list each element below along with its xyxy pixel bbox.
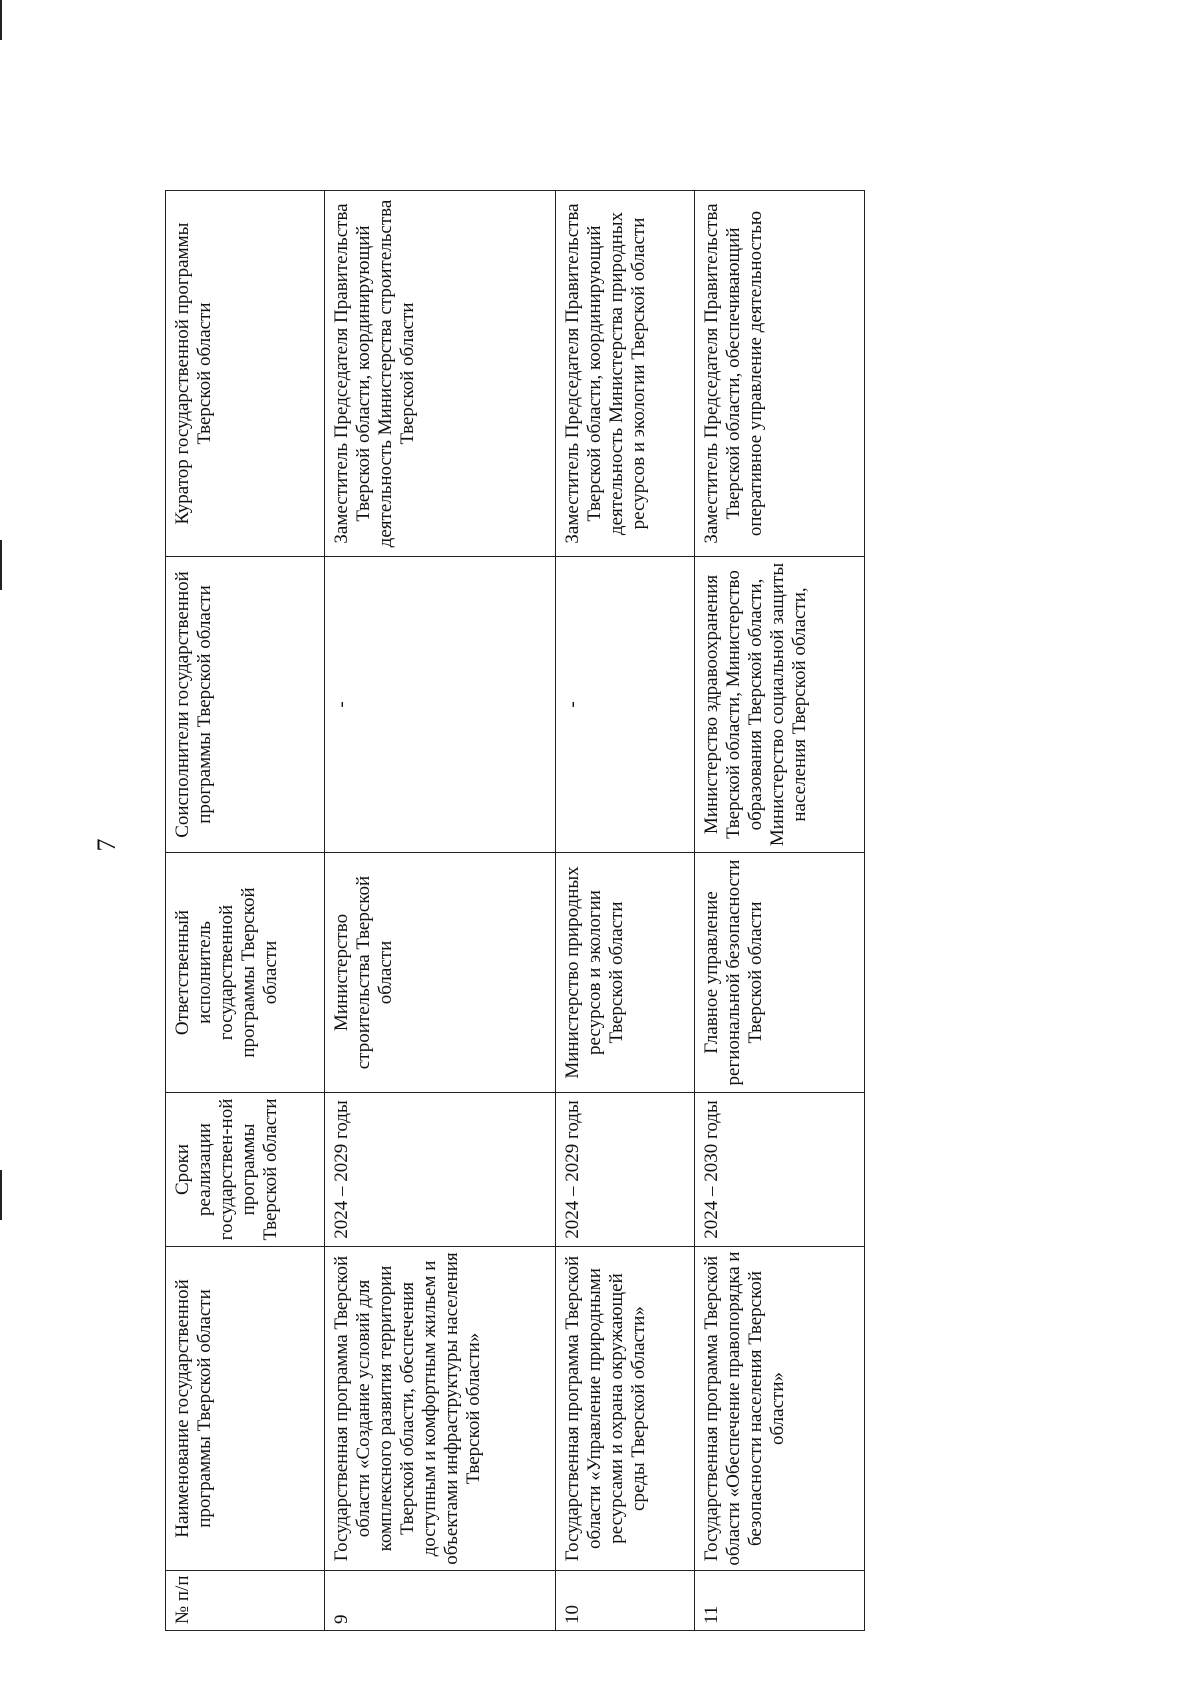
program-name: Государственная программа Тверской области «Обеспечение правопорядка и безопасности населения Тверской области» [695, 1247, 865, 1571]
scan-mark-left [0, 0, 2, 40]
scan-mark-left-low [0, 1170, 2, 1220]
header-executor: Ответственный исполнитель государственной программы Тверской области [166, 853, 325, 1093]
header-curator: Куратор государственной программы Тверской области [166, 191, 325, 557]
table-row [555, 191, 694, 1631]
program-executor: Главное управление региональной безопасности Тверской области [695, 853, 865, 1093]
header-program-name: Наименование государственной программы Тверской области [166, 1247, 325, 1571]
row-number: 11 [695, 1571, 865, 1631]
program-executor: Министерство природных ресурсов и экологии Тверской области [555, 853, 694, 1093]
program-executor: Министерство строительства Тверской области [325, 853, 556, 1093]
row-number: 9 [325, 1571, 556, 1631]
program-curator: Заместитель Председателя Правительства Тверской области, обеспечивающий оперативное управление деятельностью [695, 191, 865, 557]
programs-table [165, 190, 865, 1631]
table-row [695, 191, 865, 1631]
program-curator: Заместитель Председателя Правительства Тверской области, координирующий деятельность Министерства строительства Тверской области [325, 191, 556, 557]
scan-mark-left-mid [0, 540, 2, 590]
program-coexecutors: - [555, 557, 694, 853]
program-coexecutors: Министерство здравоохранения Тверской области, Министерство образования Тверской области, Министерство социальной защиты населения Тверской области, [695, 557, 865, 853]
program-curator: Заместитель Председателя Правительства Тверской области, координирующий деятельность Министерства природных ресурсов и экологии Тверской области [555, 191, 694, 557]
program-coexecutors: - [325, 557, 556, 853]
programs-table-wrapper [165, 191, 865, 1631]
table-header-row [166, 191, 325, 1631]
program-period: 2024 – 2030 годы [695, 1093, 865, 1247]
page-number: 7 [92, 838, 121, 852]
row-number: 10 [555, 1571, 694, 1631]
program-period: 2024 – 2029 годы [555, 1093, 694, 1247]
program-name: Государственная программа Тверской области «Создание условий для комплексного развития территории Тверской области, обеспечения доступным и комфортным жильем и объектами инфраструктуры населения Тверской области» [325, 1247, 556, 1571]
program-period: 2024 – 2029 годы [325, 1093, 556, 1247]
header-number: № п/п [166, 1571, 325, 1631]
header-period: Сроки реализации государствен-ной программы Тверской области [166, 1093, 325, 1247]
header-coexecutors: Соисполнители государственной программы Тверской области [166, 557, 325, 853]
program-name: Государственная программа Тверской области «Управление природными ресурсами и охрана окружающей среды Тверской области» [555, 1247, 694, 1571]
table-row [325, 191, 556, 1631]
